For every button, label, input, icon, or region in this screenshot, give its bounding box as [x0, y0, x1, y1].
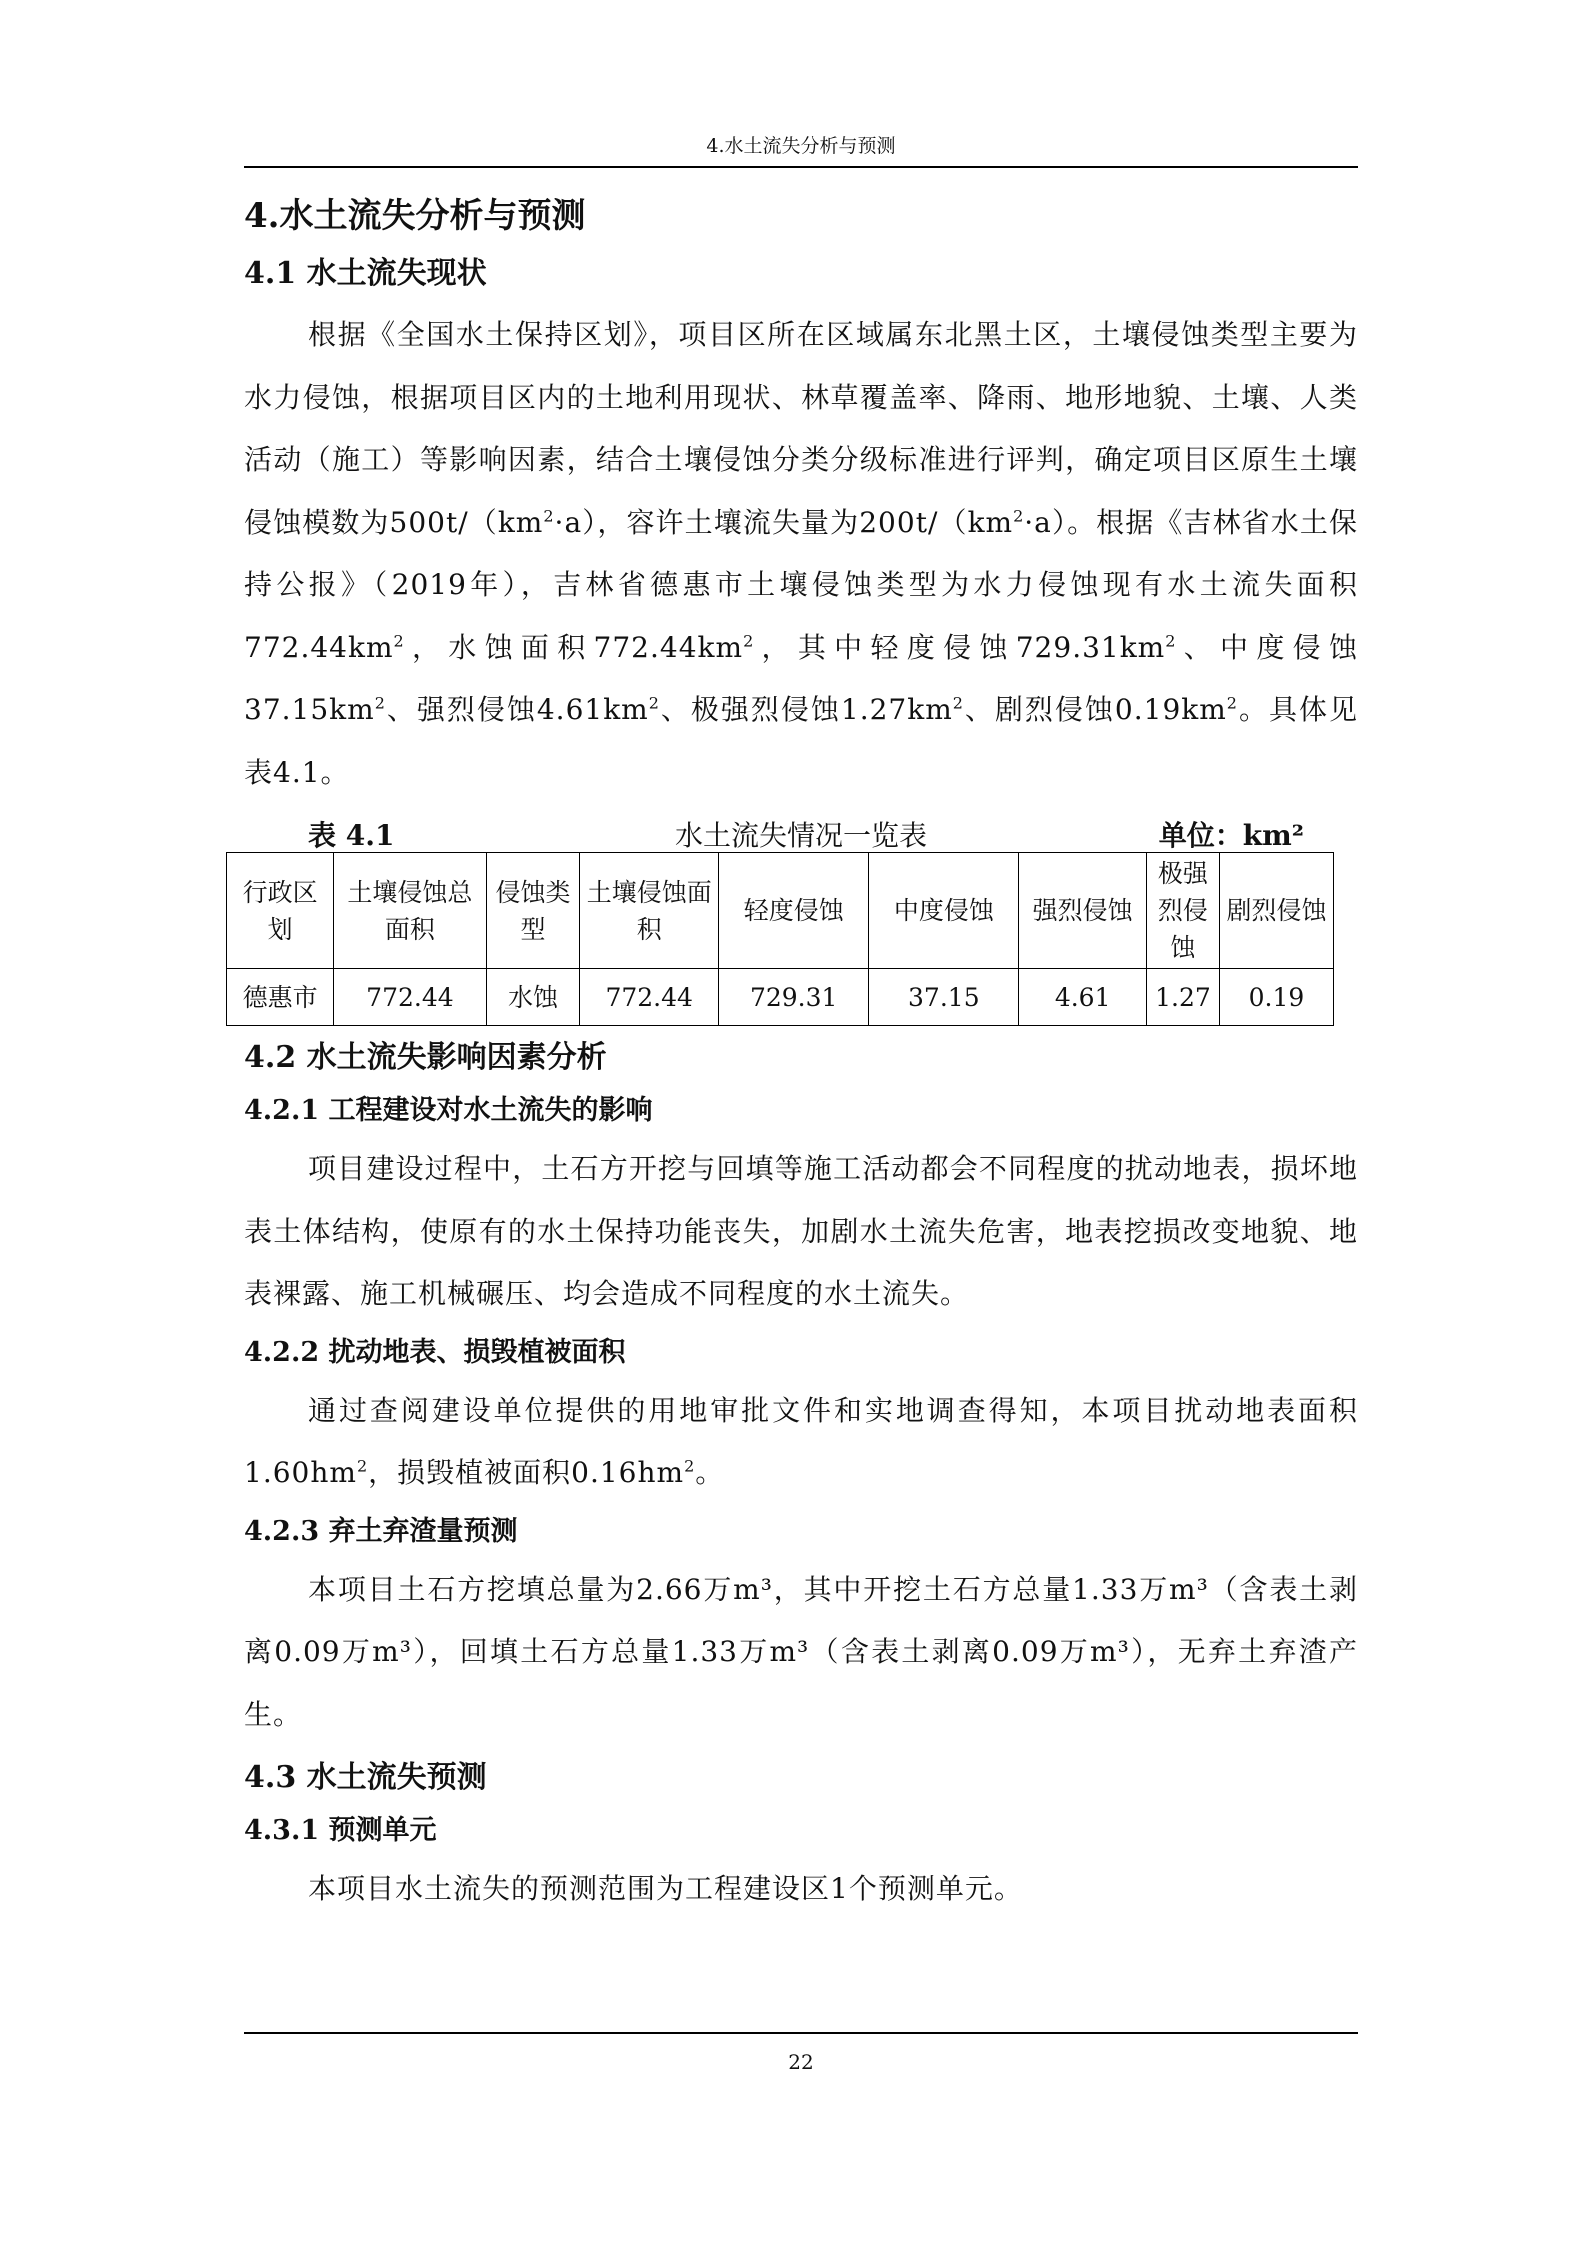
paragraph-spoil-forecast: 本项目土石方挖填总量为2.66万m³，其中开挖土石方总量1.33万m³（含表土剥离0.09万m³），回填土石方总量1.33万m³（含表土剥离0.09万m³），无弃土弃渣产生。 — [244, 1572, 1358, 1731]
section-heading-4-3-1: 4.3.1 预测单元 — [244, 1815, 437, 1846]
footer-rule — [244, 2032, 1358, 2034]
table-cell: 772.44 — [580, 969, 719, 1026]
paragraph-prediction-unit: 本项目水土流失的预测范围为工程建设区1个预测单元。 — [308, 1872, 1023, 1905]
table-title: 水土流失情况一览表 — [674, 819, 927, 852]
table-cell: 729.31 — [719, 969, 869, 1026]
table-header-cell: 强烈侵蚀 — [1019, 853, 1147, 969]
paragraph-disturbed-area: 通过查阅建设单位提供的用地审批文件和实地调查得知，本项目扰动地表面积$1.60hm^2$，损毁植被面积$0.16hm^2$。 — [244, 1393, 1358, 1489]
page-number: 22 — [788, 2050, 814, 2074]
page-content — [244, 178, 1358, 1921]
table-cell: 水蚀 — [486, 969, 580, 1026]
section-heading-4-3: 4.3 水土流失预测 — [244, 1760, 487, 1795]
paragraph-construction-impact: 项目建设过程中，土石方开挖与回填等施工活动都会不同程度的扰动地表，损坏地表土体结构，使原有的水土保持功能丧失，加剧水土流失危害，地表挖损改变地貌、地表裸露、施工机械碾压、均会造成不同程度的水土流失。 — [244, 1152, 1358, 1310]
table-header-cell: 行政区划 — [227, 853, 334, 969]
table-header-row — [227, 853, 1334, 969]
table-cell: 德惠市 — [227, 969, 334, 1026]
section-heading-4-2-3: 4.2.3 弃土弃渣量预测 — [244, 1515, 518, 1547]
paragraph-erosion-status: 根据《全国水土保持区划》，项目区所在区域属东北黑土区，土壤侵蚀类型主要为水力侵蚀，根据项目区内的土地利用现状、林草覆盖率、降雨、地形地貌、土壤、人类活动（施工）等影响因素，结合土壤侵蚀分类分级标准进行评判，确定项目区原生土壤侵蚀模数为$500t/(km^2\cdot a)$，容许土壤流失量为$200t/(km^2\cdot a)$。根据《吉林省水土保持公报》（2019年），吉林省德惠市土壤侵蚀类型为水力侵蚀现有水土流失面积$772.44km^2$，水蚀面积$772.44km^2$，其中轻度侵蚀$729.31km^2$、中度侵蚀$37.15km^2$、强烈侵蚀$4.61km^2$、极强烈侵蚀$1.27km^2$、剧烈侵蚀$0.19km^2$。具体见表4.1。 — [244, 318, 1358, 789]
running-header: 4.水土流失分析与预测 — [244, 126, 1358, 168]
table-caption — [244, 808, 1358, 852]
table-header-cell: 剧烈侵蚀 — [1219, 853, 1333, 969]
table-header-cell: 土壤侵蚀面积 — [580, 853, 719, 969]
table-header-cell: 中度侵蚀 — [869, 853, 1019, 969]
table-header-cell: 轻度侵蚀 — [719, 853, 869, 969]
table-cell: 0.19 — [1219, 969, 1333, 1026]
section-heading-4-2: 4.2 水土流失影响因素分析 — [244, 1040, 607, 1075]
erosion-table — [226, 852, 1334, 1026]
table-cell: 4.61 — [1019, 969, 1147, 1026]
table-cell: 37.15 — [869, 969, 1019, 1026]
section-heading-4-2-1: 4.2.1 工程建设对水土流失的影响 — [244, 1095, 653, 1126]
chapter-title: 4.水土流失分析与预测 — [244, 196, 586, 236]
table-header-cell: 土壤侵蚀总面积 — [334, 853, 486, 969]
table-row — [227, 969, 1334, 1026]
table-unit: 单位：km² — [1158, 819, 1304, 852]
table-header-cell: 侵蚀类型 — [486, 853, 580, 969]
table-cell: 772.44 — [334, 969, 486, 1026]
section-heading-4-2-2: 4.2.2 扰动地表、损毁植被面积 — [244, 1336, 626, 1368]
section-heading-4-1: 4.1 水土流失现状 — [244, 256, 487, 291]
table-number: 表 4.1 — [308, 819, 395, 852]
table-cell: 1.27 — [1146, 969, 1219, 1026]
table-header-cell: 极强烈侵蚀 — [1146, 853, 1219, 969]
